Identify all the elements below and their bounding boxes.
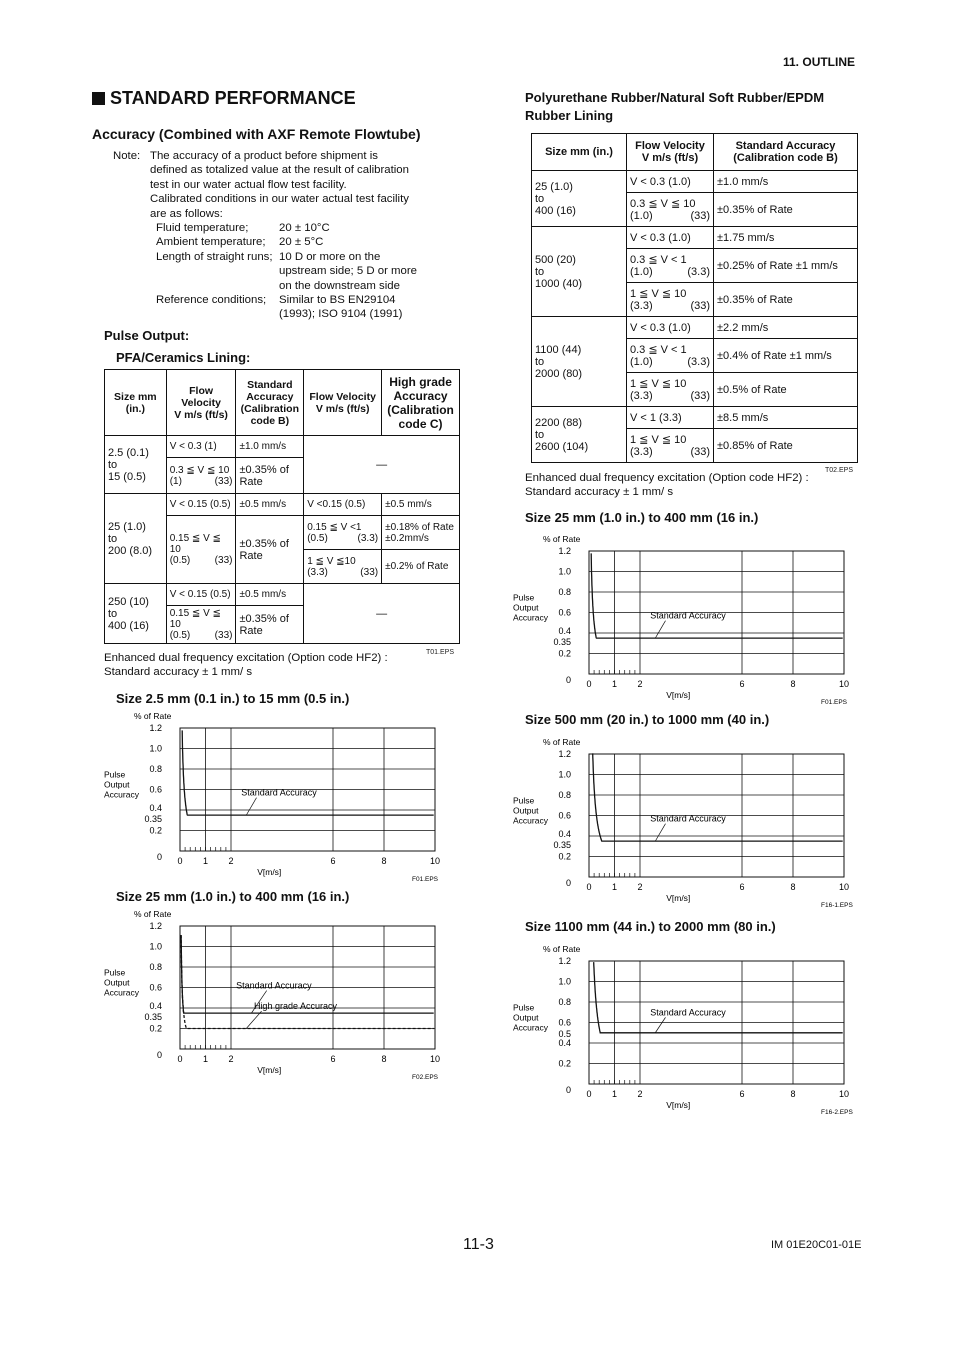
chart-code: F01.EPS	[821, 699, 848, 706]
accuracy-cell: ±0.35% of Rate	[236, 458, 304, 494]
y-axis-label: Pulse	[513, 592, 535, 603]
poly-heading	[525, 89, 824, 125]
header-line: V m/s (ft/s)	[315, 402, 370, 415]
annotation-leader	[655, 1017, 665, 1032]
note-line: test in our water actual flow test facility.	[150, 178, 347, 191]
page-title-text: STANDARD PERFORMANCE	[110, 88, 356, 108]
y-tick-label: 0.8	[149, 764, 162, 774]
y-tick-label: 0.5	[558, 1028, 571, 1039]
y-tick-label: 0.4	[558, 1038, 571, 1048]
series-annotation: High grade Accuracy	[253, 1001, 337, 1011]
col-header-high-grade-accuracy: High grade Accuracy (Calibration code C)	[382, 370, 460, 436]
y-tick-label: 0.4	[149, 803, 162, 813]
condition-row	[150, 221, 450, 235]
y-tick-label: 1.0	[558, 976, 571, 987]
flow-velocity-cell: V < 0.15 (0.5)	[166, 494, 236, 516]
standard-accuracy-line	[182, 730, 434, 815]
y-tick-label: 0.2	[558, 648, 571, 659]
condition-row	[150, 307, 450, 321]
x-tick-label: 0	[586, 882, 592, 892]
accuracy-cell: ±1.75 mm/s	[714, 227, 858, 249]
y-axis-label: Accuracy	[513, 612, 548, 623]
fv-sub: (33)	[690, 390, 710, 402]
size-line: 500 (20)	[535, 253, 576, 266]
header-line: V m/s (ft/s)	[174, 408, 228, 421]
page-title	[92, 88, 356, 109]
y-axis-label: Output	[104, 779, 130, 790]
x-tick-label: 2	[228, 1054, 234, 1064]
accuracy-cell: ±0.5% of Rate	[714, 373, 858, 407]
size-line: to	[535, 265, 545, 278]
document-id: IM 01E20C01-01E	[771, 1239, 862, 1251]
high-grade-cell: ±0.2% of Rate	[382, 550, 460, 584]
col-header-size: Size mm (in.)	[532, 134, 627, 171]
y-tick-label: 1.0	[149, 743, 162, 754]
fv-sub: (0.5)	[169, 630, 191, 641]
y-tick-label: 0.35	[553, 637, 571, 648]
fv-line: 0.3 ≦ V ≦ 10	[169, 464, 230, 476]
flow-velocity-cell: V < 0.3 (1.0)	[627, 227, 714, 249]
hg-line: ±0.2mm/s	[385, 532, 429, 544]
fv-sub: (33)	[214, 630, 233, 641]
x-tick-label: 10	[838, 679, 850, 689]
y-tick-label: 1.2	[558, 956, 571, 966]
chart-title: Size 25 mm (1.0 in.) to 400 mm (16 in.)	[116, 889, 350, 904]
annotation-leader	[655, 621, 665, 638]
x-tick-label: 6	[739, 679, 745, 689]
rubber-accuracy-table	[531, 133, 858, 463]
y-axis-label: Accuracy	[513, 1022, 548, 1033]
accuracy-chart-2	[100, 904, 445, 1084]
x-tick-label: 10	[429, 856, 441, 866]
accuracy-cell: ±0.5 mm/s	[236, 494, 304, 516]
fv-line: 0.15 ≦ V ≦ 10	[169, 608, 221, 630]
size-line: 1100 (44)	[535, 343, 582, 356]
flow-velocity-cell	[627, 373, 714, 407]
size-cell	[105, 584, 167, 644]
fv-sub: (33)	[214, 475, 233, 487]
size-line: to	[535, 192, 545, 205]
condition-value: upstream side; 5 D or more	[279, 265, 418, 278]
flow-velocity-cell	[627, 283, 714, 317]
high-grade-na-cell: —	[304, 436, 460, 494]
fv-sub: (33)	[360, 566, 379, 578]
chart-code: F16-1.EPS	[821, 902, 853, 909]
y-axis-label: Output	[513, 1012, 539, 1023]
condition-row	[150, 235, 450, 249]
flow-velocity-cell	[166, 516, 236, 584]
y-tick-label: 0.4	[149, 1001, 162, 1011]
accuracy-chart-5	[509, 939, 854, 1119]
size-line: 25 (1.0)	[108, 520, 146, 533]
col-header-standard-accuracy: Standard Accuracy (Calibration code B)	[236, 370, 304, 436]
y-axis-unit-label: % of Rate	[543, 534, 581, 544]
y-axis-label: Accuracy	[104, 987, 139, 998]
note-line: defined as totalized value at the result of calibration	[150, 164, 409, 177]
size-line: 2000 (80)	[535, 367, 583, 380]
flow-velocity-b-cell	[304, 550, 382, 584]
flow-velocity-cell: V < 0.3 (1.0)	[627, 171, 714, 193]
size-line: to	[108, 532, 118, 545]
y-axis-label: Accuracy	[104, 789, 139, 800]
y-axis-unit-label: % of Rate	[543, 737, 581, 747]
x-tick-label: 1	[202, 1054, 209, 1064]
flow-velocity-cell: V < 0.3 (1)	[166, 436, 236, 458]
standard-accuracy-line	[593, 753, 843, 841]
enh-line: Standard accuracy ± 1 mm/ s	[104, 666, 253, 679]
fv-line: 0.15 ≦ V ≦ 10	[169, 533, 221, 555]
flow-velocity-cell	[627, 339, 714, 373]
fv-sub: (33)	[690, 210, 710, 222]
x-tick-label: 10	[429, 1054, 441, 1064]
accuracy-cell: ±0.35% of Rate	[236, 606, 304, 644]
hg-line: ±0.18% of Rate	[385, 521, 454, 533]
fv-sub: (1.0)	[630, 356, 653, 368]
chart-title: Size 25 mm (1.0 in.) to 400 mm (16 in.)	[525, 510, 759, 525]
y-tick-label: 1.2	[149, 723, 162, 733]
chart-title: Size 2.5 mm (0.1 in.) to 15 mm (0.5 in.)	[116, 691, 350, 706]
x-tick-label: 8	[790, 882, 796, 892]
x-tick-label: 2	[637, 1089, 643, 1099]
fv-line: 1 ≦ V ≦10	[307, 555, 356, 567]
size-line: 1000 (40)	[535, 277, 583, 290]
note-line: The accuracy of a product before shipment is	[150, 150, 378, 162]
series-annotation: Standard Accuracy	[236, 980, 312, 991]
y-tick-label: 0.6	[558, 607, 571, 618]
y-tick-label: 0.6	[558, 810, 571, 821]
y-axis-label: Pulse	[104, 769, 126, 780]
size-line: 2.5 (0.1)	[108, 446, 149, 459]
x-tick-label: 0	[586, 679, 592, 689]
condition-value: (1993); ISO 9104 (1991)	[279, 308, 403, 321]
fv-line: 1 ≦ V ≦ 10	[630, 434, 687, 446]
fv-sub: (33)	[690, 446, 710, 458]
size-line: 400 (16)	[108, 619, 149, 632]
header-line: Flow Velocity	[181, 384, 221, 409]
y-axis-label: Accuracy	[513, 815, 548, 826]
fv-line: 0.3 ≦ V < 1	[630, 344, 687, 356]
enh-line: Enhanced dual frequency excitation (Option code HF2) :	[525, 472, 809, 484]
standard-accuracy-line	[591, 553, 843, 638]
y-tick-label: 0.6	[149, 982, 162, 993]
y-tick-label: 0.35	[553, 840, 571, 851]
fv-sub: (3.3)	[630, 446, 653, 458]
flow-velocity-b-cell	[304, 516, 382, 550]
size-line: 200 (8.0)	[108, 544, 153, 557]
table1-enhanced-note	[104, 651, 388, 680]
size-line: 250 (10)	[108, 595, 149, 608]
x-tick-label: 10	[838, 882, 850, 892]
col-header-flow-velocity	[166, 370, 236, 436]
size-cell	[532, 227, 627, 317]
y-tick-label: 0.8	[149, 962, 162, 972]
y-axis-label: Pulse	[104, 967, 126, 978]
x-axis-label: V[m/s]	[666, 893, 691, 903]
x-tick-label: 1	[611, 882, 618, 892]
y-axis-label: Output	[513, 805, 539, 816]
header-line: Flow Velocity	[309, 390, 376, 403]
y-tick-label: 0.8	[558, 587, 571, 597]
pfa-accuracy-table	[104, 369, 460, 644]
accuracy-chart-1	[100, 706, 445, 886]
y-tick-label: 0	[156, 1050, 162, 1060]
table1-code: T01.EPS	[426, 649, 455, 656]
y-tick-label: 0.8	[558, 997, 571, 1007]
y-tick-label: 0	[565, 1085, 571, 1095]
size-cell	[532, 317, 627, 407]
condition-key: Reference conditions;	[156, 293, 267, 306]
accuracy-cell: ±0.4% of Rate ±1 mm/s	[714, 339, 858, 373]
fv-sub: (3.3)	[307, 566, 328, 578]
note-label: Note:	[113, 150, 141, 162]
fv-sub: (3.3)	[687, 356, 710, 368]
condition-row	[150, 279, 450, 293]
heading-line: Polyurethane Rubber/Natural Soft Rubber/EPDM	[525, 90, 825, 105]
fv-sub: (33)	[214, 555, 233, 566]
x-tick-label: 6	[330, 1054, 336, 1064]
flow-velocity-cell	[166, 458, 236, 494]
flow-velocity-cell	[166, 606, 236, 644]
size-cell	[105, 436, 167, 494]
series-annotation: Standard Accuracy	[650, 610, 726, 621]
flow-velocity-cell	[627, 193, 714, 227]
fv-sub: (1.0)	[630, 210, 653, 222]
y-axis-unit-label: % of Rate	[134, 909, 172, 919]
condition-row	[150, 250, 450, 264]
size-line: to	[108, 458, 118, 471]
accuracy-chart-4	[509, 732, 854, 912]
table2-enhanced-note	[525, 471, 809, 500]
y-tick-label: 0.2	[558, 1058, 571, 1069]
x-tick-label: 0	[586, 1089, 592, 1099]
y-tick-label: 1.0	[558, 769, 571, 780]
square-bullet-icon	[92, 92, 105, 105]
x-tick-label: 2	[637, 882, 643, 892]
fv-sub: (0.5)	[307, 532, 328, 544]
x-tick-label: 2	[228, 856, 234, 866]
flow-velocity-b-cell: V <0.15 (0.5)	[304, 494, 382, 516]
fv-sub: (1.0)	[630, 266, 653, 278]
size-line: 15 (0.5)	[108, 470, 146, 483]
y-axis-label: Output	[104, 977, 130, 988]
x-tick-label: 6	[330, 856, 336, 866]
header-line: Flow Velocity	[635, 140, 705, 152]
annotation-leader	[655, 824, 665, 841]
x-tick-label: 6	[739, 882, 745, 892]
accuracy-cell: ±0.35% of Rate	[236, 516, 304, 584]
y-tick-label: 0	[565, 675, 571, 685]
y-tick-label: 0.35	[144, 814, 162, 825]
y-tick-label: 0.6	[558, 1017, 571, 1028]
high-grade-cell: ±0.5 mm/s	[382, 494, 460, 516]
x-tick-label: 1	[611, 679, 618, 689]
fv-line: 0.3 ≦ V ≦ 10	[630, 198, 696, 210]
chart-title: Size 1100 mm (44 in.) to 2000 mm (80 in.)	[525, 919, 776, 934]
y-tick-label: 0.2	[149, 825, 162, 836]
y-tick-label: 1.2	[558, 546, 571, 556]
high-grade-na-cell: —	[304, 584, 460, 644]
x-tick-label: 8	[381, 1054, 387, 1064]
x-tick-label: 8	[790, 1089, 796, 1099]
flow-velocity-cell: V < 1 (3.3)	[627, 407, 714, 429]
flow-velocity-cell	[627, 249, 714, 283]
y-tick-label: 0	[156, 852, 162, 862]
condition-value: 20 ± 10°C	[279, 222, 330, 235]
accuracy-cell: ±0.35% of Rate	[714, 283, 858, 317]
flow-velocity-cell: V < 0.15 (0.5)	[166, 584, 236, 606]
x-tick-label: 2	[637, 679, 643, 689]
x-tick-label: 1	[611, 1089, 618, 1099]
chart-code: F16-2.EPS	[821, 1109, 853, 1116]
size-line: 25 (1.0)	[535, 180, 573, 193]
fv-sub: (3.3)	[630, 390, 653, 402]
fv-sub: (0.5)	[169, 555, 191, 566]
condition-value: Similar to BS EN29104	[279, 293, 396, 306]
size-line: to	[535, 355, 545, 368]
x-tick-label: 6	[739, 1089, 745, 1099]
accuracy-chart-3	[509, 529, 854, 709]
accuracy-cell: ±0.85% of Rate	[714, 429, 858, 463]
x-axis-label: V[m/s]	[666, 690, 691, 700]
fv-line: 0.15 ≦ V <1	[307, 521, 362, 533]
chart-code: F02.EPS	[412, 1074, 439, 1081]
size-line: to	[535, 428, 545, 441]
col-header-size: Size mm (in.)	[105, 370, 167, 436]
pfa-heading: PFA/Ceramics Lining:	[116, 350, 251, 365]
fv-line: 1 ≦ V ≦ 10	[630, 288, 687, 300]
size-cell	[105, 494, 167, 584]
y-tick-label: 0.8	[558, 790, 571, 800]
condition-value: 10 D or more on the	[279, 250, 381, 263]
x-tick-label: 1	[202, 856, 209, 866]
y-tick-label: 0.6	[149, 784, 162, 795]
size-cell	[532, 171, 627, 227]
y-axis-label: Output	[513, 602, 539, 613]
y-axis-unit-label: % of Rate	[134, 711, 172, 721]
fv-sub: (33)	[690, 300, 710, 312]
condition-row	[150, 264, 450, 278]
series-annotation: Standard Accuracy	[241, 787, 317, 798]
annotation-leader	[246, 798, 256, 815]
size-line: to	[108, 607, 118, 620]
flow-velocity-cell: V < 0.3 (1.0)	[627, 317, 714, 339]
x-tick-label: 0	[177, 856, 183, 866]
size-cell	[532, 407, 627, 463]
size-line: 400 (16)	[535, 204, 576, 217]
section-header: 11. OUTLINE	[783, 55, 856, 69]
x-axis-label: V[m/s]	[257, 1065, 282, 1075]
accuracy-cell: ±0.25% of Rate ±1 mm/s	[714, 249, 858, 283]
fv-line: 0.3 ≦ V < 1	[630, 254, 687, 266]
accuracy-heading: Accuracy (Combined with AXF Remote Flowtube)	[92, 126, 421, 142]
fv-line: 1 ≦ V ≦ 10	[630, 378, 687, 390]
fv-sub: (3.3)	[357, 532, 379, 544]
y-tick-label: 0.4	[558, 626, 571, 636]
fv-sub: (1)	[169, 475, 182, 487]
condition-value: on the downstream side	[279, 279, 400, 292]
condition-row	[150, 293, 450, 307]
accuracy-cell: ±1.0 mm/s	[714, 171, 858, 193]
x-axis-label: V[m/s]	[257, 867, 282, 877]
condition-key: Ambient temperature;	[156, 236, 266, 249]
y-tick-label: 0.35	[144, 1012, 162, 1023]
note-line: are as follows:	[150, 207, 223, 220]
y-axis-label: Pulse	[513, 795, 535, 806]
y-tick-label: 1.2	[558, 749, 571, 759]
enh-line: Enhanced dual frequency excitation (Option code HF2) :	[104, 652, 388, 664]
condition-value: 20 ± 5°C	[279, 236, 324, 249]
fv-sub: (3.3)	[687, 266, 710, 278]
accuracy-cell: ±0.5 mm/s	[236, 584, 304, 606]
series-annotation: Standard Accuracy	[650, 813, 726, 824]
y-tick-label: 0.4	[558, 829, 571, 839]
x-tick-label: 8	[381, 856, 387, 866]
heading-line: Rubber Lining	[525, 108, 614, 123]
condition-key: Length of straight runs;	[156, 250, 273, 263]
enh-line: Standard accuracy ± 1 mm/ s	[525, 486, 674, 499]
pulse-output-heading: Pulse Output:	[104, 328, 190, 343]
accuracy-cell: ±1.0 mm/s	[236, 436, 304, 458]
page-number: 11-3	[463, 1236, 494, 1253]
size-line: 2200 (88)	[535, 416, 583, 429]
series-annotation: Standard Accuracy	[650, 1007, 726, 1018]
note-line: Calibrated conditions in our water actual test facility	[150, 193, 409, 206]
x-axis-label: V[m/s]	[666, 1100, 691, 1110]
condition-key: Fluid temperature;	[156, 222, 249, 235]
size-line: 2600 (104)	[535, 440, 589, 453]
accuracy-cell: ±2.2 mm/s	[714, 317, 858, 339]
x-tick-label: 8	[790, 679, 796, 689]
col-header-flow-velocity-b	[304, 370, 382, 436]
y-tick-label: 1.2	[149, 921, 162, 931]
chart-code: F01.EPS	[412, 876, 439, 883]
y-tick-label: 1.0	[558, 566, 571, 577]
header-line: V m/s (ft/s)	[641, 152, 699, 164]
x-tick-label: 0	[177, 1054, 183, 1064]
col-header-flow-velocity	[627, 134, 714, 171]
y-tick-label: 0.2	[558, 851, 571, 862]
accuracy-cell: ±8.5 mm/s	[714, 407, 858, 429]
col-header-standard-accuracy: Standard Accuracy (Calibration code B)	[714, 134, 858, 171]
table2-code: T02.EPS	[825, 467, 854, 474]
high-grade-cell	[382, 516, 460, 550]
chart-title: Size 500 mm (20 in.) to 1000 mm (40 in.)	[525, 712, 770, 727]
accuracy-cell: ±0.35% of Rate	[714, 193, 858, 227]
y-tick-label: 0.2	[149, 1023, 162, 1034]
flow-velocity-cell	[627, 429, 714, 463]
y-axis-unit-label: % of Rate	[543, 944, 581, 954]
fv-sub: (3.3)	[630, 300, 653, 312]
y-axis-label: Pulse	[513, 1002, 535, 1013]
x-tick-label: 10	[838, 1089, 850, 1099]
y-tick-label: 1.0	[149, 941, 162, 952]
y-tick-label: 0	[565, 878, 571, 888]
